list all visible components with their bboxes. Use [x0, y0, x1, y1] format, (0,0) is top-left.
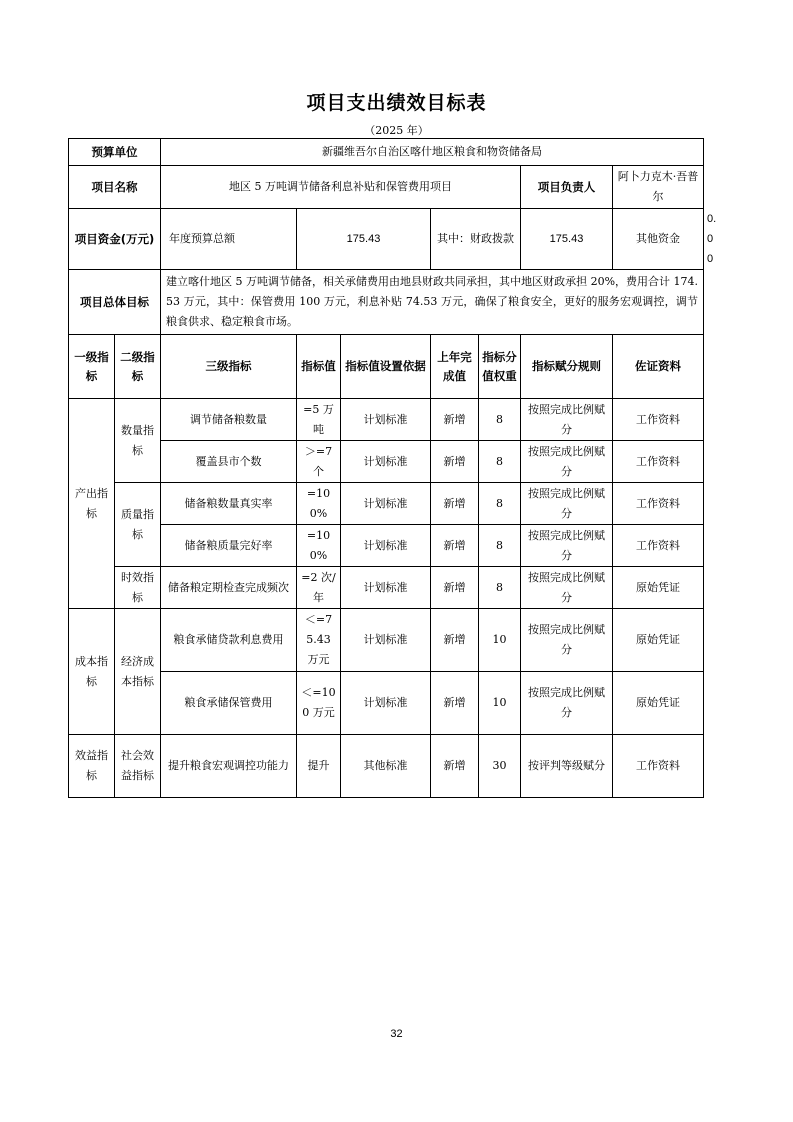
indicator-weight: 8: [479, 399, 521, 441]
indicator-value: ＞=7 个: [297, 441, 341, 483]
indicator-value: =2 次/年: [297, 567, 341, 609]
header-basis: 指标值设置依据: [341, 335, 431, 399]
table-row: [69, 672, 704, 735]
subgroup-timeliness: 时效指标: [115, 567, 161, 609]
indicator-basis: 计划标准: [341, 567, 431, 609]
indicator-weight: 10: [479, 672, 521, 735]
header-value: 指标值: [297, 335, 341, 399]
indicator-name: 调节储备粮数量: [161, 399, 297, 441]
budget-unit-value: 新疆维吾尔自治区喀什地区粮食和物资储备局: [161, 139, 704, 166]
group-output: 产出指标: [69, 399, 115, 609]
table-year: （2025 年）: [364, 124, 429, 137]
header-level1: 一级指标: [69, 335, 115, 399]
indicator-weight: 8: [479, 483, 521, 525]
other-funds-label: 其他资金: [636, 232, 681, 245]
indicator-rule: 按照完成比例赋分: [521, 672, 613, 735]
indicator-rule: 按照完成比例赋分: [521, 441, 613, 483]
indicator-value: 提升: [297, 735, 341, 798]
group-cost: 成本指标: [69, 609, 115, 735]
annual-budget-label: 年度预算总额: [161, 209, 297, 270]
subgroup-social: 社会效益指标: [115, 735, 161, 798]
budget-unit-label: 预算单位: [69, 139, 161, 166]
header-rule: 指标赋分规则: [521, 335, 613, 399]
indicator-evidence: 原始凭证: [613, 567, 704, 609]
indicator-rule: 按照完成比例赋分: [521, 525, 613, 567]
indicator-name: 储备粮数量真实率: [161, 483, 297, 525]
project-name-value: 地区 5 万吨调节储备利息补贴和保管费用项目: [161, 166, 521, 209]
subgroup-quality: 质量指标: [115, 483, 161, 567]
indicator-name: 粮食承储贷款利息费用: [161, 609, 297, 672]
indicator-evidence: 工作资料: [613, 399, 704, 441]
indicator-weight: 8: [479, 567, 521, 609]
table-row: [69, 525, 704, 567]
table-row: [69, 609, 704, 672]
overall-goal-row: [69, 270, 704, 335]
header-level2: 二级指标: [115, 335, 161, 399]
indicator-weight: 8: [479, 441, 521, 483]
indicator-basis: 计划标准: [341, 399, 431, 441]
indicator-basis: 计划标准: [341, 483, 431, 525]
project-leader-label: 项目负责人: [521, 166, 613, 209]
project-name-row: [69, 166, 704, 209]
project-leader-value: 阿卜力克木·吾普尔: [613, 166, 704, 209]
indicator-rule: 按照完成比例赋分: [521, 609, 613, 672]
indicator-last: 新增: [431, 399, 479, 441]
indicator-name: 粮食承储保管费用: [161, 672, 297, 735]
indicator-rule: 按评判等级赋分: [521, 735, 613, 798]
indicator-basis: 计划标准: [341, 672, 431, 735]
header-row: [69, 335, 704, 399]
subgroup-economic: 经济成本指标: [115, 609, 161, 735]
budget-unit-row: [69, 139, 704, 166]
overall-goal-label: 项目总体目标: [69, 270, 161, 335]
indicator-last: 新增: [431, 672, 479, 735]
page-number: 32: [390, 1028, 403, 1040]
indicator-name: 提升粮食宏观调控功能力: [161, 735, 297, 798]
performance-target-table: [68, 138, 717, 798]
funds-row: [69, 209, 704, 270]
indicator-rule: 按照完成比例赋分: [521, 483, 613, 525]
header-weight: 指标分值权重: [479, 335, 521, 399]
page-title: 项目支出绩效目标表: [306, 92, 487, 114]
overall-goal-text: 建立喀什地区 5 万吨调节储备，相关承储费用由地县财政共同承担，其中地区财政承担 20%，费用合计 174.53 万元，其中：保管费用 100 万元，利息补贴 74.53 万元，确保了粮食安全，更好的服务宏观调控，调节粮食供求、稳定粮食市场。: [161, 270, 704, 335]
header-last-year: 上年完成值: [431, 335, 479, 399]
indicator-rule: 按照完成比例赋分: [521, 399, 613, 441]
group-benefit: 效益指标: [69, 735, 115, 798]
fiscal-label: 其中：财政拨款: [431, 209, 521, 270]
indicator-last: 新增: [431, 483, 479, 525]
header-level3: 三级指标: [161, 335, 297, 399]
indicator-value: =100%: [297, 483, 341, 525]
indicator-evidence: 工作资料: [613, 483, 704, 525]
indicator-basis: 计划标准: [341, 525, 431, 567]
indicator-weight: 8: [479, 525, 521, 567]
other-funds-value: 0.00: [707, 213, 717, 265]
indicator-last: 新增: [431, 525, 479, 567]
table-row: [69, 735, 704, 798]
indicator-name: 储备粮质量完好率: [161, 525, 297, 567]
indicator-value: =100%: [297, 525, 341, 567]
project-name-label: 项目名称: [69, 166, 161, 209]
indicator-name: 覆盖县市个数: [161, 441, 297, 483]
indicator-evidence: 原始凭证: [613, 609, 704, 672]
other-funds-label-cell: [613, 209, 704, 270]
header-evidence: 佐证资料: [613, 335, 704, 399]
indicator-last: 新增: [431, 441, 479, 483]
indicator-evidence: 原始凭证: [613, 672, 704, 735]
table-row: [69, 567, 704, 609]
indicator-last: 新增: [431, 567, 479, 609]
table-row: [69, 441, 704, 483]
indicator-name: 储备粮定期检查完成频次: [161, 567, 297, 609]
indicator-last: 新增: [431, 609, 479, 672]
indicator-weight: 30: [479, 735, 521, 798]
fiscal-value: 175.43: [521, 209, 613, 270]
indicator-evidence: 工作资料: [613, 441, 704, 483]
indicator-weight: 10: [479, 609, 521, 672]
indicator-value: ＜=75.43 万元: [297, 609, 341, 672]
funds-label: 项目资金(万元): [69, 209, 161, 270]
indicator-evidence: 工作资料: [613, 735, 704, 798]
subgroup-quantity: 数量指标: [115, 399, 161, 483]
table-row: [69, 483, 704, 525]
indicator-evidence: 工作资料: [613, 525, 704, 567]
indicator-rule: 按照完成比例赋分: [521, 567, 613, 609]
indicator-basis: 计划标准: [341, 609, 431, 672]
indicator-value: ＜=100 万元: [297, 672, 341, 735]
annual-budget-value: 175.43: [297, 209, 431, 270]
indicator-basis: 计划标准: [341, 441, 431, 483]
table-row: [69, 399, 704, 441]
indicator-last: 新增: [431, 735, 479, 798]
indicator-value: =5 万吨: [297, 399, 341, 441]
indicator-basis: 其他标准: [341, 735, 431, 798]
